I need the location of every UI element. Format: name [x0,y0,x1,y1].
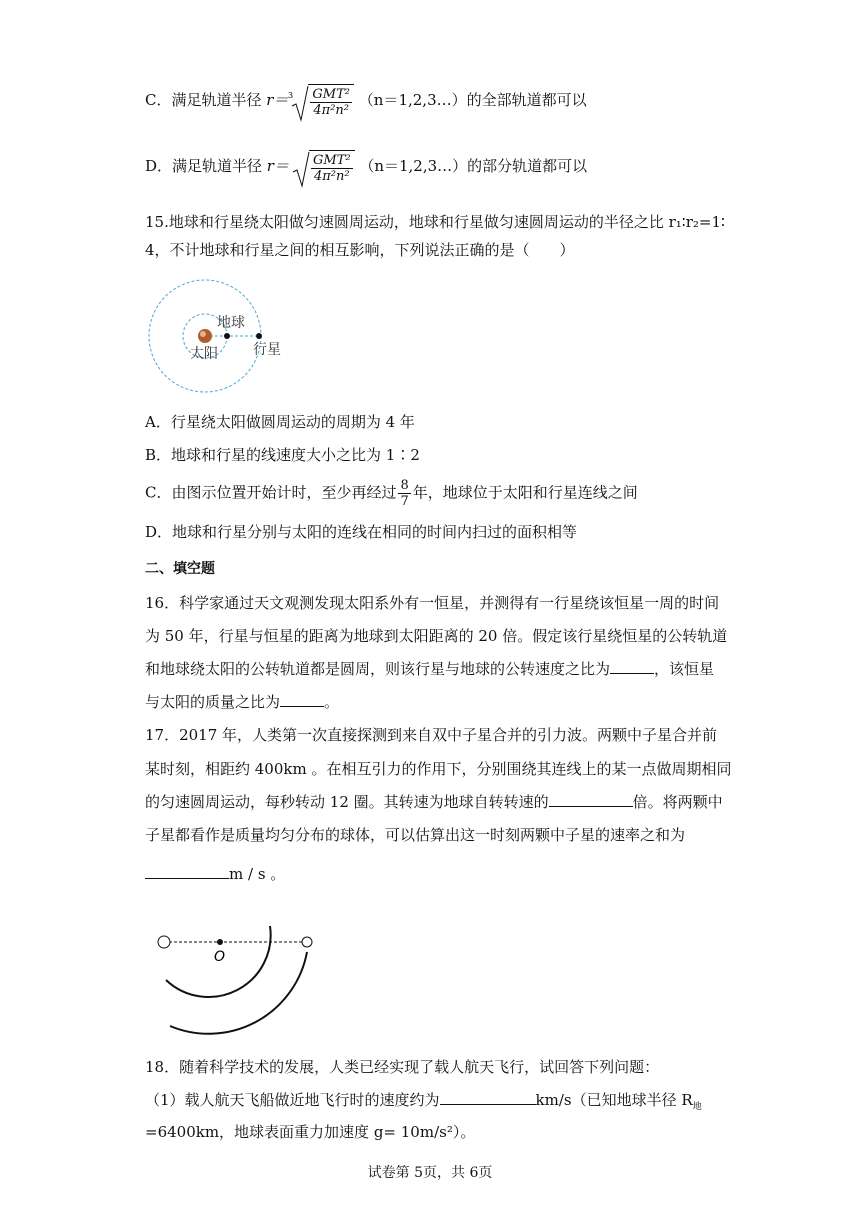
outer-orbit-arc [170,952,307,1034]
q17-line-5: m / s 。 [145,862,285,886]
planet-dot [256,333,262,339]
answer-blank[interactable] [280,692,324,707]
star-left-icon [158,936,170,948]
binary-star-diagram [150,918,325,1033]
radical-sign-icon [288,84,310,124]
cube-root-expression: 3 $\frac{\text{GMT²}}{\text{4π²n²}}$ [288,84,354,118]
answer-blank[interactable] [145,864,229,879]
q17-line-4: 子星都看作是质量均匀分布的球体，可以估算出这一时刻两颗中子星的速率之和为 [145,826,686,844]
q17-line-2: 某时刻，相距约 400km 。在相互引力的作用下，分别围绕其连线上的某一点做周期相同 [145,760,732,778]
q15-option-c: C．由图示位置开始计时，至少再经过 $\frac{8}{7}$ 年，地球位于太阳和行星连线之间 [145,478,638,509]
section-title: 二、填空题 [145,561,215,577]
q17-line-1: 17．2017 年，人类第一次直接探测到来自双中子星合并的引力波。两颗中子星合并前 [145,726,718,744]
orbit-diagram [145,282,281,394]
q15-stem-line-2: 4，不计地球和行星之间的相互影响，下列说法正确的是（ ） [145,241,575,259]
svg-text:O: O [214,949,226,965]
q18-line-2: （1）载人航天飞船做近地飞行时的速度约为 km/s（已知地球半径 $R_地$ [145,1091,702,1112]
earth-dot [224,333,230,339]
q15-option-b: B．地球和行星的线速度大小之比为 1∶2 [145,446,420,464]
answer-blank[interactable] [440,1090,536,1105]
sun-label: 太阳 [190,346,218,362]
star-right-icon [302,937,312,947]
q16-line-1: 16．科学家通过天文观测发现太阳系外有一恒星，并测得有一行星绕该恒星一周的时间 [145,594,720,612]
earth-label: 地球 [217,315,245,331]
svg-text:3: 3 [288,91,294,100]
fraction: $\frac{8}{7}$ [400,478,409,509]
q16-line-4: 与太阳的质量之比为 。 [145,693,340,711]
radical-sign-icon [289,150,311,190]
q17-line-3: 的匀速圆周运动，每秒转动 12 圈。其转速为地球自转转速的 倍。将两颗中 [145,793,723,811]
planet-label: 行星 [253,342,281,358]
q14-option-c: C．满足轨道半径 r＝ 3 $\frac{\text{GMT²}}{\text{4π²n²}}$ （n＝1,2,3…）的全部轨道都可以 [145,84,587,118]
q18-line-3: =6400km，地球表面重力加速度 g= 10m/s²）。 [145,1123,476,1141]
q18-line-1: 18．随着科学技术的发展，人类已经实现了载人航天飞行，试回答下列问题： [145,1058,660,1076]
page-footer: 试卷第 5页，共 6页 [367,1165,493,1181]
answer-blank[interactable] [549,792,633,807]
q15-option-d: D．地球和行星分别与太阳的连线在相同的时间内扫过的面积相等 [145,523,578,541]
q15-option-a: A．行星绕太阳做圆周运动的周期为 4 年 [145,413,415,431]
q16-line-2: 为 50 年，行星与恒星的距离为地球到太阳距离的 20 倍。假定该行星绕恒星的公转轨道 [145,627,728,645]
center-point-o [217,939,223,945]
answer-blank[interactable] [610,659,654,674]
square-root-expression: $\frac{\text{GMT²}}{\text{4π²n²}}$ [289,150,355,184]
q15-stem-line-1: 15.地球和行星绕太阳做匀速圆周运动，地球和行星做匀速圆周运动的半径之比 r₁∶r₂=1∶ [145,213,725,231]
q16-line-3: 和地球绕太阳的公转轨道都是圆周，则该行星与地球的公转速度之比为 ，该恒星 [145,660,715,678]
q14-option-d: D．满足轨道半径 r＝ $\frac{\text{GMT²}}{\text{4π²n²}}$ （n＝1,2,3…）的部分轨道都可以 [145,150,587,184]
